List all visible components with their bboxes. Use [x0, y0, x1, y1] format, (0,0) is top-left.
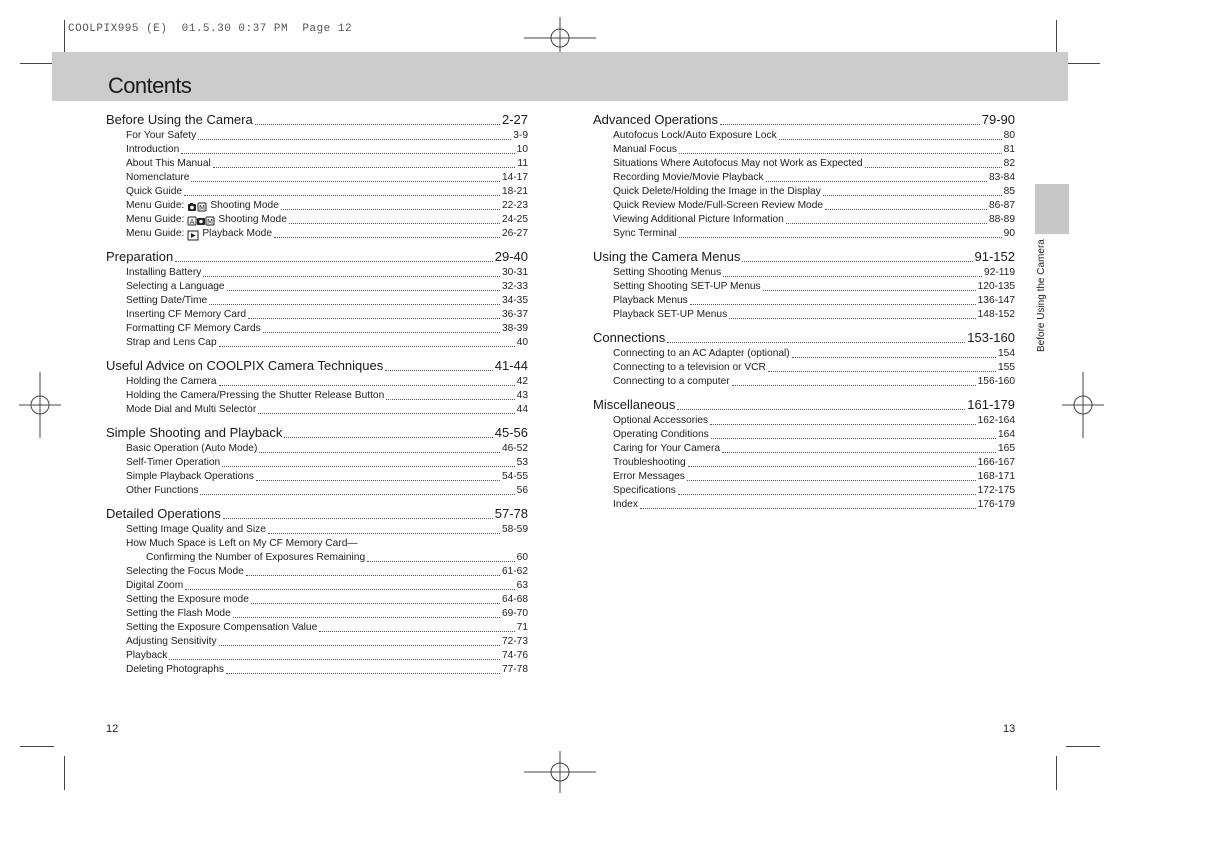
- toc-entry: [106, 579, 528, 593]
- toc-entry: [106, 456, 528, 470]
- section-pages: 29-40: [494, 249, 528, 264]
- entry-title: Strap and Lens Cap: [126, 337, 217, 348]
- entry-title-suffix: Shooting Mode: [210, 200, 279, 211]
- entry-pages: 176-179: [977, 499, 1015, 510]
- dot-leader: [226, 673, 500, 674]
- entry-pages: 46-52: [501, 443, 528, 454]
- dot-leader: [722, 452, 996, 453]
- toc-entry: [593, 456, 1015, 470]
- toc-section: [593, 111, 1015, 241]
- entry-pages: 38-39: [501, 323, 528, 334]
- entry-pages: 136-147: [977, 295, 1015, 306]
- entry-pages: 36-37: [501, 309, 528, 320]
- dot-leader: [191, 181, 500, 182]
- dot-leader: [679, 153, 1002, 154]
- entry-title: Inserting CF Memory Card: [126, 309, 247, 320]
- dot-leader: [742, 261, 972, 262]
- entry-title: Situations Where Autofocus May not Work as Expected: [613, 158, 863, 169]
- camera-manual-icons: [187, 202, 207, 213]
- dot-leader: [865, 167, 1002, 168]
- section-heading: [106, 248, 528, 266]
- section-pages: 91-152: [974, 249, 1015, 264]
- entry-pages: 154: [998, 348, 1015, 359]
- dot-leader: [223, 518, 493, 519]
- entry-title: Holding the Camera: [126, 376, 217, 387]
- dot-leader: [248, 318, 500, 319]
- toc-entry: [106, 129, 528, 143]
- dot-leader: [222, 466, 514, 467]
- entry-title: Playback Menus: [613, 295, 688, 306]
- toc-entry: [593, 213, 1015, 227]
- toc-entry: [106, 565, 528, 579]
- entry-title: Connecting to a television or VCR: [613, 362, 766, 373]
- section-heading: [106, 505, 528, 523]
- section-title: Using the Camera Menus: [593, 249, 741, 264]
- entry-title: Setting the Flash Mode: [126, 608, 231, 619]
- entry-title: Selecting the Focus Mode: [126, 566, 244, 577]
- section-heading: [106, 357, 528, 375]
- toc-entry: [106, 266, 528, 280]
- dot-leader: [258, 413, 514, 414]
- entry-title: How Much Space is Left on My CF Memory Card—: [126, 538, 358, 549]
- entry-title: Self-Timer Operation: [126, 457, 221, 468]
- toc-entry: [593, 129, 1015, 143]
- toc-entry: [106, 403, 528, 417]
- entry-pages: 24-25: [501, 214, 528, 225]
- entry-pages: 166-167: [977, 457, 1015, 468]
- entry-pages: 44: [516, 404, 528, 415]
- entry-title: Menu Guide:: [126, 214, 185, 225]
- entry-pages: 10: [516, 144, 528, 155]
- toc-entry: [106, 551, 528, 565]
- entry-title-suffix: Playback Mode: [202, 228, 272, 239]
- section-pages: 45-56: [494, 425, 528, 440]
- entry-title: Quick Review Mode/Full-Screen Review Mode: [613, 200, 824, 211]
- entry-pages: 3-9: [513, 130, 528, 141]
- dot-leader: [259, 452, 500, 453]
- page-title: Contents: [108, 73, 192, 98]
- dot-leader: [825, 209, 987, 210]
- section-heading: [593, 396, 1015, 414]
- entry-title: Quick Delete/Holding the Image in the Display: [613, 186, 821, 197]
- entry-title: Connecting to a computer: [613, 376, 730, 387]
- dot-leader: [688, 466, 976, 467]
- entry-title: Menu Guide:: [126, 200, 185, 211]
- dot-leader: [667, 342, 965, 343]
- entry-title: Formatting CF Memory Cards: [126, 323, 261, 334]
- toc-entry: [593, 347, 1015, 361]
- entry-pages: 26-27: [501, 228, 528, 239]
- dot-leader: [678, 494, 976, 495]
- print-slug: COOLPIX995 (E) 01.5.30 0:37 PM Page 12: [68, 23, 353, 35]
- dot-leader: [256, 480, 500, 481]
- playback-icon: [187, 230, 199, 241]
- dot-leader: [729, 318, 975, 319]
- toc-entry: [106, 621, 528, 635]
- dot-leader: [246, 575, 500, 576]
- toc-entry: [106, 322, 528, 336]
- entry-title: Digital Zoom: [126, 580, 184, 591]
- entry-pages: 162-164: [977, 415, 1015, 426]
- toc-entry: [593, 280, 1015, 294]
- entry-pages: 164: [998, 429, 1015, 440]
- toc-entry: [593, 361, 1015, 375]
- toc-entry: [106, 227, 528, 241]
- dot-leader: [284, 437, 492, 438]
- entry-pages: 32-33: [501, 281, 528, 292]
- entry-pages: 64-68: [501, 594, 528, 605]
- entry-pages: 43: [516, 390, 528, 401]
- dot-leader: [209, 304, 500, 305]
- entry-title: Sync Terminal: [613, 228, 677, 239]
- dot-leader: [181, 153, 514, 154]
- entry-title: Setting Date/Time: [126, 295, 208, 306]
- dot-leader: [175, 261, 493, 262]
- toc-section: [106, 248, 528, 350]
- toc-entry: [593, 143, 1015, 157]
- entry-title: Deleting Photographs: [126, 664, 224, 675]
- toc-entry: [106, 635, 528, 649]
- toc-entry: [106, 143, 528, 157]
- entry-title: Autofocus Lock/Auto Exposure Lock: [613, 130, 777, 141]
- section-title: Simple Shooting and Playback: [106, 425, 283, 440]
- toc-entry: [593, 470, 1015, 484]
- dot-leader: [184, 195, 500, 196]
- entry-pages: 42: [516, 376, 528, 387]
- entry-pages: 40: [516, 337, 528, 348]
- section-pages: 41-44: [494, 358, 528, 373]
- toc-entry: [106, 185, 528, 199]
- section-title: Detailed Operations: [106, 506, 221, 521]
- entry-pages: 120-135: [977, 281, 1015, 292]
- entry-title: Simple Playback Operations: [126, 471, 254, 482]
- entry-pages: 77-78: [501, 664, 528, 675]
- dot-leader: [792, 357, 996, 358]
- title-bar: [52, 52, 1068, 101]
- dot-leader: [687, 480, 976, 481]
- entry-pages: 63: [516, 580, 528, 591]
- entry-pages: 88-89: [988, 214, 1015, 225]
- toc-entry: [593, 185, 1015, 199]
- entry-title: Quick Guide: [126, 186, 183, 197]
- entry-title: Confirming the Number of Exposures Remaining: [146, 552, 366, 563]
- entry-title: Adjusting Sensitivity: [126, 636, 217, 647]
- toc-entry: [106, 294, 528, 308]
- entry-pages: 58-59: [501, 524, 528, 535]
- entry-pages: 61-62: [501, 566, 528, 577]
- entry-pages: 90: [1003, 228, 1015, 239]
- section-title: Connections: [593, 330, 666, 345]
- entry-pages: 86-87: [988, 200, 1015, 211]
- toc-section: [106, 505, 528, 677]
- section-pages: 79-90: [981, 112, 1015, 127]
- entry-title: About This Manual: [126, 158, 211, 169]
- toc-entry: [106, 593, 528, 607]
- toc-entry: [106, 308, 528, 322]
- entry-title: Manual Focus: [613, 144, 677, 155]
- toc-entry: [593, 199, 1015, 213]
- entry-title: Operating Conditions: [613, 429, 709, 440]
- section-heading: [593, 329, 1015, 347]
- dot-leader: [386, 399, 514, 400]
- toc-entry: [106, 213, 528, 227]
- entry-title: For Your Safety: [126, 130, 197, 141]
- entry-pages: 22-23: [501, 200, 528, 211]
- toc-entry: [106, 389, 528, 403]
- toc-entry: [106, 607, 528, 621]
- toc-entry: [106, 157, 528, 171]
- section-title: Advanced Operations: [593, 112, 719, 127]
- dot-leader: [768, 371, 996, 372]
- toc-entry: [593, 414, 1015, 428]
- dot-leader: [219, 346, 515, 347]
- entry-pages: 92-119: [984, 267, 1015, 278]
- dot-leader: [679, 237, 1002, 238]
- entry-title: Specifications: [613, 485, 676, 496]
- entry-title: Playback: [126, 650, 168, 661]
- toc-right-column: [593, 111, 1015, 519]
- section-title: Before Using the Camera: [106, 112, 253, 127]
- toc-entry: [106, 470, 528, 484]
- dot-leader: [786, 223, 987, 224]
- entry-pages: 155: [998, 362, 1015, 373]
- entry-pages: 80: [1003, 130, 1015, 141]
- dot-leader: [233, 617, 500, 618]
- registration-mark-bottom: [524, 751, 596, 793]
- dot-leader: [251, 603, 500, 604]
- entry-title: Other Functions: [126, 485, 199, 496]
- entry-pages: 148-152: [977, 309, 1015, 320]
- page-number-left: 12: [106, 723, 119, 735]
- toc-entry: [106, 199, 528, 213]
- section-heading: [106, 111, 528, 129]
- svg-text:A: A: [189, 218, 195, 226]
- entry-title: Setting Shooting Menus: [613, 267, 722, 278]
- entry-pages: 74-76: [501, 650, 528, 661]
- dot-leader: [690, 304, 976, 305]
- toc-entry: [106, 171, 528, 185]
- section-pages: 161-179: [967, 397, 1015, 412]
- entry-pages: 82: [1003, 158, 1015, 169]
- dot-leader: [185, 589, 514, 590]
- section-pages: 153-160: [967, 330, 1015, 345]
- section-heading: [106, 424, 528, 442]
- entry-title: Optional Accessories: [613, 415, 709, 426]
- toc-entry: [593, 294, 1015, 308]
- registration-mark-left: [19, 372, 61, 438]
- dot-leader: [274, 237, 500, 238]
- entry-pages: 60: [516, 552, 528, 563]
- toc-entry: [593, 171, 1015, 185]
- svg-text:M: M: [199, 204, 206, 212]
- entry-title: Basic Operation (Auto Mode): [126, 443, 258, 454]
- toc-entry: [593, 308, 1015, 322]
- dot-leader: [200, 494, 514, 495]
- entry-title-suffix: Shooting Mode: [218, 214, 287, 225]
- entry-pages: 81: [1003, 144, 1015, 155]
- entry-pages: 69-70: [501, 608, 528, 619]
- entry-title: Introduction: [126, 144, 180, 155]
- entry-pages: 54-55: [501, 471, 528, 482]
- entry-title: Setting Image Quality and Size: [126, 524, 266, 535]
- dot-leader: [319, 631, 514, 632]
- toc-entry: [593, 375, 1015, 389]
- toc-entry: [106, 537, 528, 551]
- dot-leader: [263, 332, 500, 333]
- dot-leader: [720, 124, 980, 125]
- dot-leader: [823, 195, 1002, 196]
- auto-camera-manual-icons: [187, 216, 215, 227]
- toc-entry: [593, 157, 1015, 171]
- dot-leader: [268, 533, 500, 534]
- side-tab: [1035, 184, 1069, 234]
- dot-leader: [385, 370, 493, 371]
- toc-section: [593, 329, 1015, 389]
- entry-pages: 71: [516, 622, 528, 633]
- entry-title: Installing Battery: [126, 267, 202, 278]
- entry-pages: 168-171: [977, 471, 1015, 482]
- entry-pages: 56: [516, 485, 528, 496]
- dot-leader: [640, 508, 976, 509]
- toc-section: [106, 111, 528, 241]
- entry-pages: 165: [998, 443, 1015, 454]
- dot-leader: [227, 290, 500, 291]
- toc-entry: [593, 428, 1015, 442]
- entry-title: Mode Dial and Multi Selector: [126, 404, 257, 415]
- dot-leader: [779, 139, 1002, 140]
- toc-entry: [593, 484, 1015, 498]
- registration-mark-right: [1062, 372, 1104, 438]
- entry-pages: 83-84: [988, 172, 1015, 183]
- entry-title: Error Messages: [613, 471, 685, 482]
- dot-leader: [198, 139, 511, 140]
- entry-title: Troubleshooting: [613, 457, 686, 468]
- toc-left-column: [106, 111, 528, 684]
- dot-leader: [766, 181, 987, 182]
- page-number-right: 13: [1003, 723, 1016, 735]
- entry-title: Holding the Camera/Pressing the Shutter Release Button: [126, 390, 385, 401]
- dot-leader: [711, 438, 996, 439]
- toc-entry: [106, 442, 528, 456]
- dot-leader: [219, 645, 500, 646]
- toc-section: [593, 248, 1015, 322]
- entry-title: Menu Guide:: [126, 228, 185, 239]
- toc-entry: [106, 336, 528, 350]
- side-tab-label: Before Using the Camera: [1036, 239, 1047, 352]
- section-pages: 2-27: [501, 112, 528, 127]
- toc-section: [106, 424, 528, 498]
- toc-entry: [593, 442, 1015, 456]
- entry-pages: 14-17: [501, 172, 528, 183]
- dot-leader: [723, 276, 982, 277]
- dot-leader: [255, 124, 500, 125]
- entry-title: Connecting to an AC Adapter (optional): [613, 348, 790, 359]
- entry-title: Selecting a Language: [126, 281, 225, 292]
- entry-pages: 30-31: [501, 267, 528, 278]
- toc-entry: [106, 484, 528, 498]
- dot-leader: [677, 409, 965, 410]
- entry-title: Playback SET-UP Menus: [613, 309, 728, 320]
- dot-leader: [763, 290, 976, 291]
- toc-entry: [106, 649, 528, 663]
- entry-pages: 11: [517, 158, 528, 169]
- toc-entry: [106, 280, 528, 294]
- dot-leader: [289, 223, 500, 224]
- section-title: Preparation: [106, 249, 174, 264]
- dot-leader: [281, 209, 500, 210]
- dot-leader: [213, 167, 516, 168]
- entry-title: Recording Movie/Movie Playback: [613, 172, 764, 183]
- dot-leader: [219, 385, 515, 386]
- dot-leader: [710, 424, 975, 425]
- toc-section: [106, 357, 528, 417]
- entry-pages: 172-175: [977, 485, 1015, 496]
- toc-entry: [106, 375, 528, 389]
- entry-pages: 72-73: [501, 636, 528, 647]
- section-heading: [593, 111, 1015, 129]
- section-title: Useful Advice on COOLPIX Camera Techniques: [106, 358, 384, 373]
- toc-entry: [106, 523, 528, 537]
- entry-pages: 18-21: [501, 186, 528, 197]
- section-heading: [593, 248, 1015, 266]
- section-pages: 57-78: [494, 506, 528, 521]
- toc-entry: [593, 498, 1015, 512]
- entry-title: Nomenclature: [126, 172, 190, 183]
- toc-section: [593, 396, 1015, 512]
- svg-text:M: M: [207, 218, 214, 226]
- dot-leader: [203, 276, 500, 277]
- toc-entry: [106, 663, 528, 677]
- toc-entry: [593, 227, 1015, 241]
- entry-pages: 156-160: [977, 376, 1015, 387]
- entry-title: Setting Shooting SET-UP Menus: [613, 281, 761, 292]
- entry-title: Viewing Additional Picture Information: [613, 214, 784, 225]
- dot-leader: [367, 561, 515, 562]
- entry-title: Index: [613, 499, 638, 510]
- entry-pages: 53: [516, 457, 528, 468]
- entry-pages: 85: [1003, 186, 1015, 197]
- dot-leader: [732, 385, 976, 386]
- dot-leader: [169, 659, 500, 660]
- entry-title: Caring for Your Camera: [613, 443, 721, 454]
- entry-title: Setting the Exposure Compensation Value: [126, 622, 318, 633]
- entry-pages: 34-35: [501, 295, 528, 306]
- toc-entry: [593, 266, 1015, 280]
- section-title: Miscellaneous: [593, 397, 676, 412]
- entry-title: Setting the Exposure mode: [126, 594, 249, 605]
